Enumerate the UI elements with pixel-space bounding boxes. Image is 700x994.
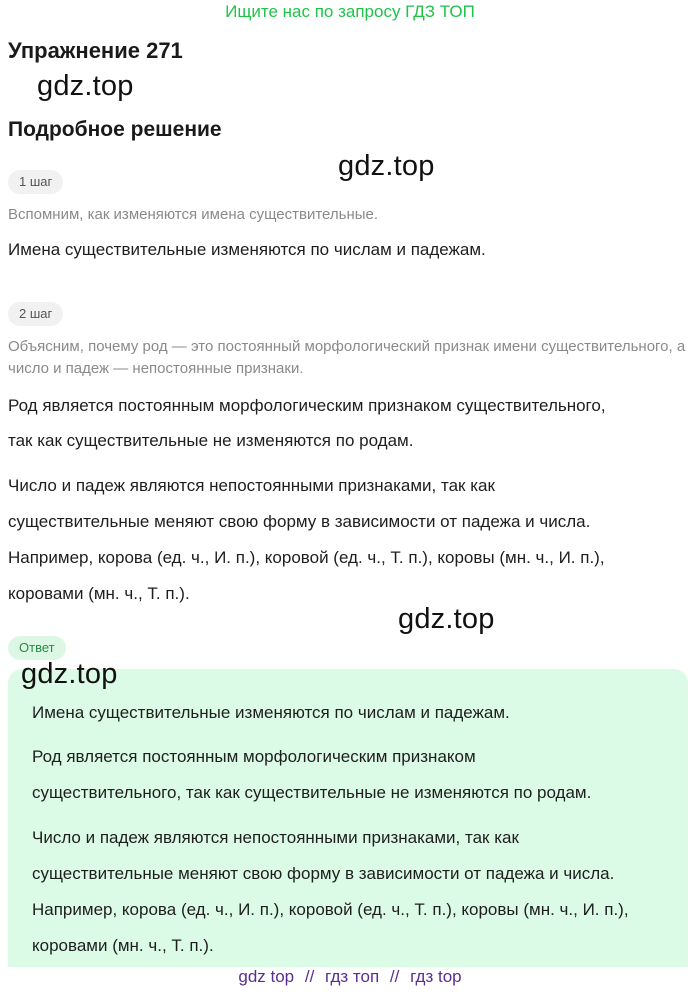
watermark: gdz.top <box>21 658 118 690</box>
answer-badge: Ответ <box>8 636 66 660</box>
solution-line: так как существительные не изменяются по родам. <box>8 431 414 450</box>
footer-separator: // <box>389 967 400 986</box>
footer-link[interactable]: gdz top <box>238 967 295 986</box>
answer-line: Род является постоянным морфологическим признаком <box>32 747 476 766</box>
step-badge-1: 1 шаг <box>8 170 63 194</box>
section-title: Подробное решение <box>8 118 222 141</box>
watermark: gdz.top <box>398 603 495 635</box>
page-title: Упражнение 271 <box>8 38 183 63</box>
step-badge-2: 2 шаг <box>8 302 63 326</box>
answer-line: Число и падеж являются непостоянными признаками, так как <box>32 828 519 847</box>
step-hint-2: Объясним, почему род — это постоянный морфологический признак имени существительного, а число и падеж — непостоянные признаки. <box>8 338 686 377</box>
footer-link[interactable]: гдз топ <box>325 967 380 986</box>
footer-links <box>0 967 700 987</box>
answer-line: существительные меняют свою форму в зависимости от падежа и числа. <box>32 864 615 883</box>
watermark: gdz.top <box>338 150 435 182</box>
answer-line: Например, корова (ед. ч., И. п.), коровой (ед. ч., Т. п.), коровы (мн. ч., И. п.), <box>32 900 629 919</box>
footer-separator: // <box>304 967 315 986</box>
solution-line: коровами (мн. ч., Т. п.). <box>8 584 190 603</box>
solution-line: Например, корова (ед. ч., И. п.), коровой (ед. ч., Т. п.), коровы (мн. ч., И. п.), <box>8 548 605 567</box>
solution-line: Число и падеж являются непостоянными признаками, так как <box>8 476 495 495</box>
answer-line: коровами (мн. ч., Т. п.). <box>32 936 214 955</box>
footer-link[interactable]: гдз top <box>410 967 462 986</box>
search-banner[interactable]: Ищите нас по запросу ГДЗ ТОП <box>225 2 475 21</box>
solution-line: Род является постоянным морфологическим признаком существительного, <box>8 396 606 415</box>
answer-line: Имена существительные изменяются по числам и падежам. <box>32 703 510 722</box>
step-hint-1: Вспомним, как изменяются имена существительные. <box>8 206 379 223</box>
answer-line: существительного, так как существительные не изменяются по родам. <box>32 783 592 802</box>
watermark: gdz.top <box>37 70 134 102</box>
solution-line: Имена существительные изменяются по числам и падежам. <box>8 240 486 259</box>
solution-line: существительные меняют свою форму в зависимости от падежа и числа. <box>8 512 591 531</box>
